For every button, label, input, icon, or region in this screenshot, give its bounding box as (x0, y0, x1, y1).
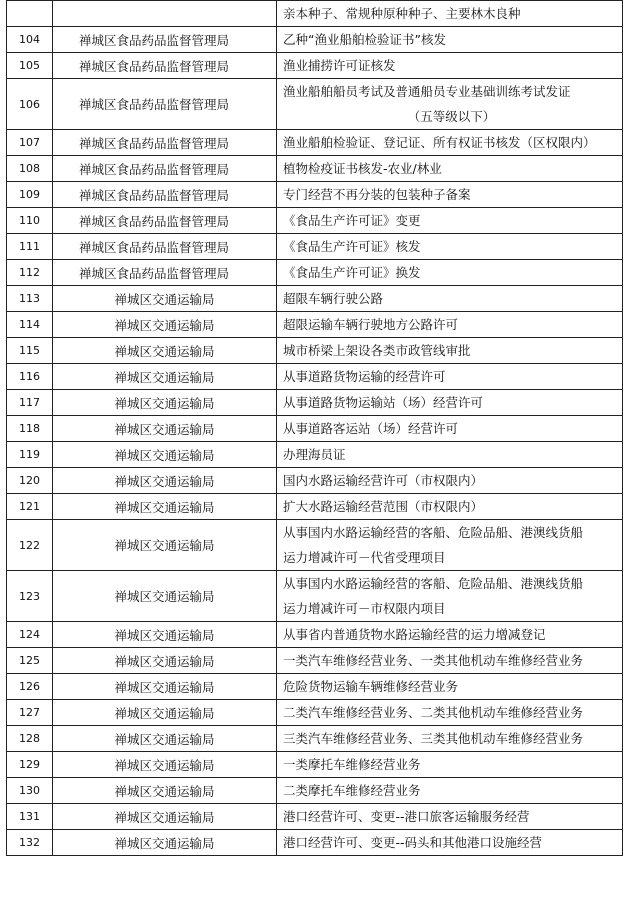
table-row (7, 416, 623, 442)
table-row (7, 804, 623, 830)
row-number: 112 (7, 260, 53, 286)
item-cell (277, 156, 623, 182)
row-number: 116 (7, 364, 53, 390)
item-cell (277, 778, 623, 804)
item-text-line: （五等级以下） (407, 109, 496, 124)
item-cell (277, 416, 623, 442)
item-cell (277, 79, 623, 130)
row-number: 126 (7, 674, 53, 700)
row-number: 114 (7, 312, 53, 338)
row-number: 124 (7, 622, 53, 648)
table-row (7, 778, 623, 804)
department-cell: 禅城区交通运输局 (53, 338, 277, 364)
table-row (7, 674, 623, 700)
department-cell: 禅城区交通运输局 (53, 648, 277, 674)
row-number: 113 (7, 286, 53, 312)
item-text-line: 从事省内普通货物水路运输经营的运力增减登记 (283, 627, 546, 642)
item-cell (277, 234, 623, 260)
row-number: 129 (7, 752, 53, 778)
row-number: 108 (7, 156, 53, 182)
item-text-line: 从事道路货物运输的经营许可 (283, 369, 446, 384)
department-cell: 禅城区食品药品监督管理局 (53, 53, 277, 79)
item-cell (277, 752, 623, 778)
department-cell: 禅城区交通运输局 (53, 416, 277, 442)
row-number: 125 (7, 648, 53, 674)
item-text-line: 危险货物运输车辆维修经营业务 (283, 679, 459, 694)
item-cell (277, 182, 623, 208)
item-text-line: 港口经营许可、变更--码头和其他港口设施经营 (283, 835, 543, 850)
table-row (7, 830, 623, 856)
row-number: 128 (7, 726, 53, 752)
item-text-line: 乙种“渔业船舶检验证书”核发 (283, 32, 446, 47)
table-row (7, 571, 623, 622)
row-number: 123 (7, 571, 53, 622)
table-row (7, 260, 623, 286)
row-number: 122 (7, 520, 53, 571)
row-number: 120 (7, 468, 53, 494)
item-text-line: 运力增减许可－市权限内项目 (283, 601, 446, 616)
department-cell: 禅城区食品药品监督管理局 (53, 208, 277, 234)
item-cell (277, 830, 623, 856)
department-cell: 禅城区交通运输局 (53, 752, 277, 778)
row-number: 117 (7, 390, 53, 416)
item-text-line: 植物检疫证书核发-农业/林业 (283, 161, 442, 176)
item-text-line: 从事国内水路运输经营的客船、危险品船、港澳线货船 (283, 576, 584, 591)
item-text-line: 二类摩托车维修经营业务 (283, 783, 421, 798)
item-cell (277, 53, 623, 79)
item-cell (277, 130, 623, 156)
item-cell (277, 674, 623, 700)
table-row (7, 286, 623, 312)
department-cell: 禅城区交通运输局 (53, 674, 277, 700)
table-row (7, 27, 623, 53)
row-number: 127 (7, 700, 53, 726)
item-text-line: 《食品生产许可证》换发 (283, 265, 421, 280)
table-row (7, 468, 623, 494)
table-row (7, 648, 623, 674)
table-row (7, 364, 623, 390)
table-body (7, 1, 623, 856)
item-cell (277, 442, 623, 468)
item-text-line: 从事国内水路运输经营的客船、危险品船、港澳线货船 (283, 525, 584, 540)
item-cell (277, 726, 623, 752)
row-number: 107 (7, 130, 53, 156)
item-text-line: 渔业船舶船员考试及普通船员专业基础训练考试发证 (283, 84, 571, 99)
table-row (7, 208, 623, 234)
department-cell: 禅城区交通运输局 (53, 312, 277, 338)
department-cell: 禅城区食品药品监督管理局 (53, 130, 277, 156)
item-text-line: 一类摩托车维修经营业务 (283, 757, 421, 772)
table-row (7, 312, 623, 338)
item-text-line: 超限车辆行驶公路 (283, 291, 384, 306)
item-cell (277, 390, 623, 416)
item-text-line: 从事道路货物运输站（场）经营许可 (283, 395, 484, 410)
row-number: 119 (7, 442, 53, 468)
table-row (7, 442, 623, 468)
table-row (7, 234, 623, 260)
item-cell (277, 622, 623, 648)
item-cell (277, 1, 623, 27)
item-cell (277, 338, 623, 364)
row-number: 132 (7, 830, 53, 856)
item-cell (277, 520, 623, 571)
item-cell (277, 286, 623, 312)
department-cell: 禅城区交通运输局 (53, 442, 277, 468)
table-row (7, 1, 623, 27)
row-number: 105 (7, 53, 53, 79)
department-cell (53, 1, 277, 27)
item-text-line: 港口经营许可、变更--港口旅客运输服务经营 (283, 809, 530, 824)
table-row (7, 390, 623, 416)
department-cell: 禅城区交通运输局 (53, 364, 277, 390)
item-cell (277, 27, 623, 53)
department-cell: 禅城区食品药品监督管理局 (53, 156, 277, 182)
item-text-line: 办理海员证 (283, 447, 346, 462)
item-text-line: 一类汽车维修经营业务、一类其他机动车维修经营业务 (283, 653, 584, 668)
row-number: 106 (7, 79, 53, 130)
item-cell (277, 208, 623, 234)
item-text-line: 城市桥梁上架设各类市政管线审批 (283, 343, 471, 358)
row-number: 118 (7, 416, 53, 442)
item-text-line: 《食品生产许可证》核发 (283, 239, 421, 254)
item-text-line: 渔业船舶检验证、登记证、所有权证书核发（区权限内） (283, 135, 596, 150)
department-cell: 禅城区食品药品监督管理局 (53, 234, 277, 260)
department-cell: 禅城区交通运输局 (53, 622, 277, 648)
item-cell (277, 260, 623, 286)
department-cell: 禅城区交通运输局 (53, 520, 277, 571)
item-text-line: 国内水路运输经营许可（市权限内） (283, 473, 484, 488)
item-text-line: 超限运输车辆行驶地方公路许可 (283, 317, 459, 332)
item-cell (277, 364, 623, 390)
table-row (7, 182, 623, 208)
permit-table (6, 0, 623, 856)
row-number: 111 (7, 234, 53, 260)
item-text-line: 扩大水路运输经营范围（市权限内） (283, 499, 484, 514)
item-cell (277, 648, 623, 674)
table-row (7, 53, 623, 79)
table-row (7, 622, 623, 648)
department-cell: 禅城区交通运输局 (53, 468, 277, 494)
table-row (7, 726, 623, 752)
item-cell (277, 494, 623, 520)
table-row (7, 752, 623, 778)
department-cell: 禅城区食品药品监督管理局 (53, 79, 277, 130)
item-text-line: 《食品生产许可证》变更 (283, 213, 421, 228)
department-cell: 禅城区交通运输局 (53, 830, 277, 856)
item-cell (277, 312, 623, 338)
item-text-line: 二类汽车维修经营业务、二类其他机动车维修经营业务 (283, 705, 584, 720)
item-cell (277, 468, 623, 494)
department-cell: 禅城区交通运输局 (53, 571, 277, 622)
item-text-line: 专门经营不再分装的包装种子备案 (283, 187, 471, 202)
department-cell: 禅城区食品药品监督管理局 (53, 27, 277, 53)
department-cell: 禅城区交通运输局 (53, 390, 277, 416)
department-cell: 禅城区交通运输局 (53, 804, 277, 830)
row-number: 109 (7, 182, 53, 208)
item-cell (277, 571, 623, 622)
table-row (7, 79, 623, 130)
item-text-line: 渔业捕捞许可证核发 (283, 58, 396, 73)
row-number: 110 (7, 208, 53, 234)
department-cell: 禅城区交通运输局 (53, 778, 277, 804)
item-text-line: 运力增减许可－代省受理项目 (283, 550, 446, 565)
row-number: 130 (7, 778, 53, 804)
table-row (7, 494, 623, 520)
department-cell: 禅城区食品药品监督管理局 (53, 182, 277, 208)
item-text-line: 三类汽车维修经营业务、三类其他机动车维修经营业务 (283, 731, 584, 746)
department-cell: 禅城区交通运输局 (53, 726, 277, 752)
department-cell: 禅城区交通运输局 (53, 494, 277, 520)
item-text-line: 从事道路客运站（场）经营许可 (283, 421, 459, 436)
row-number (7, 1, 53, 27)
row-number: 104 (7, 27, 53, 53)
department-cell: 禅城区交通运输局 (53, 700, 277, 726)
table-row (7, 700, 623, 726)
item-text-line: 亲本种子、常规种原种种子、主要林木良种 (283, 6, 521, 21)
row-number: 121 (7, 494, 53, 520)
row-number: 115 (7, 338, 53, 364)
table-row (7, 130, 623, 156)
item-cell (277, 700, 623, 726)
table-row (7, 338, 623, 364)
table-row (7, 156, 623, 182)
row-number: 131 (7, 804, 53, 830)
table-row (7, 520, 623, 571)
department-cell: 禅城区交通运输局 (53, 286, 277, 312)
department-cell: 禅城区食品药品监督管理局 (53, 260, 277, 286)
item-cell (277, 804, 623, 830)
